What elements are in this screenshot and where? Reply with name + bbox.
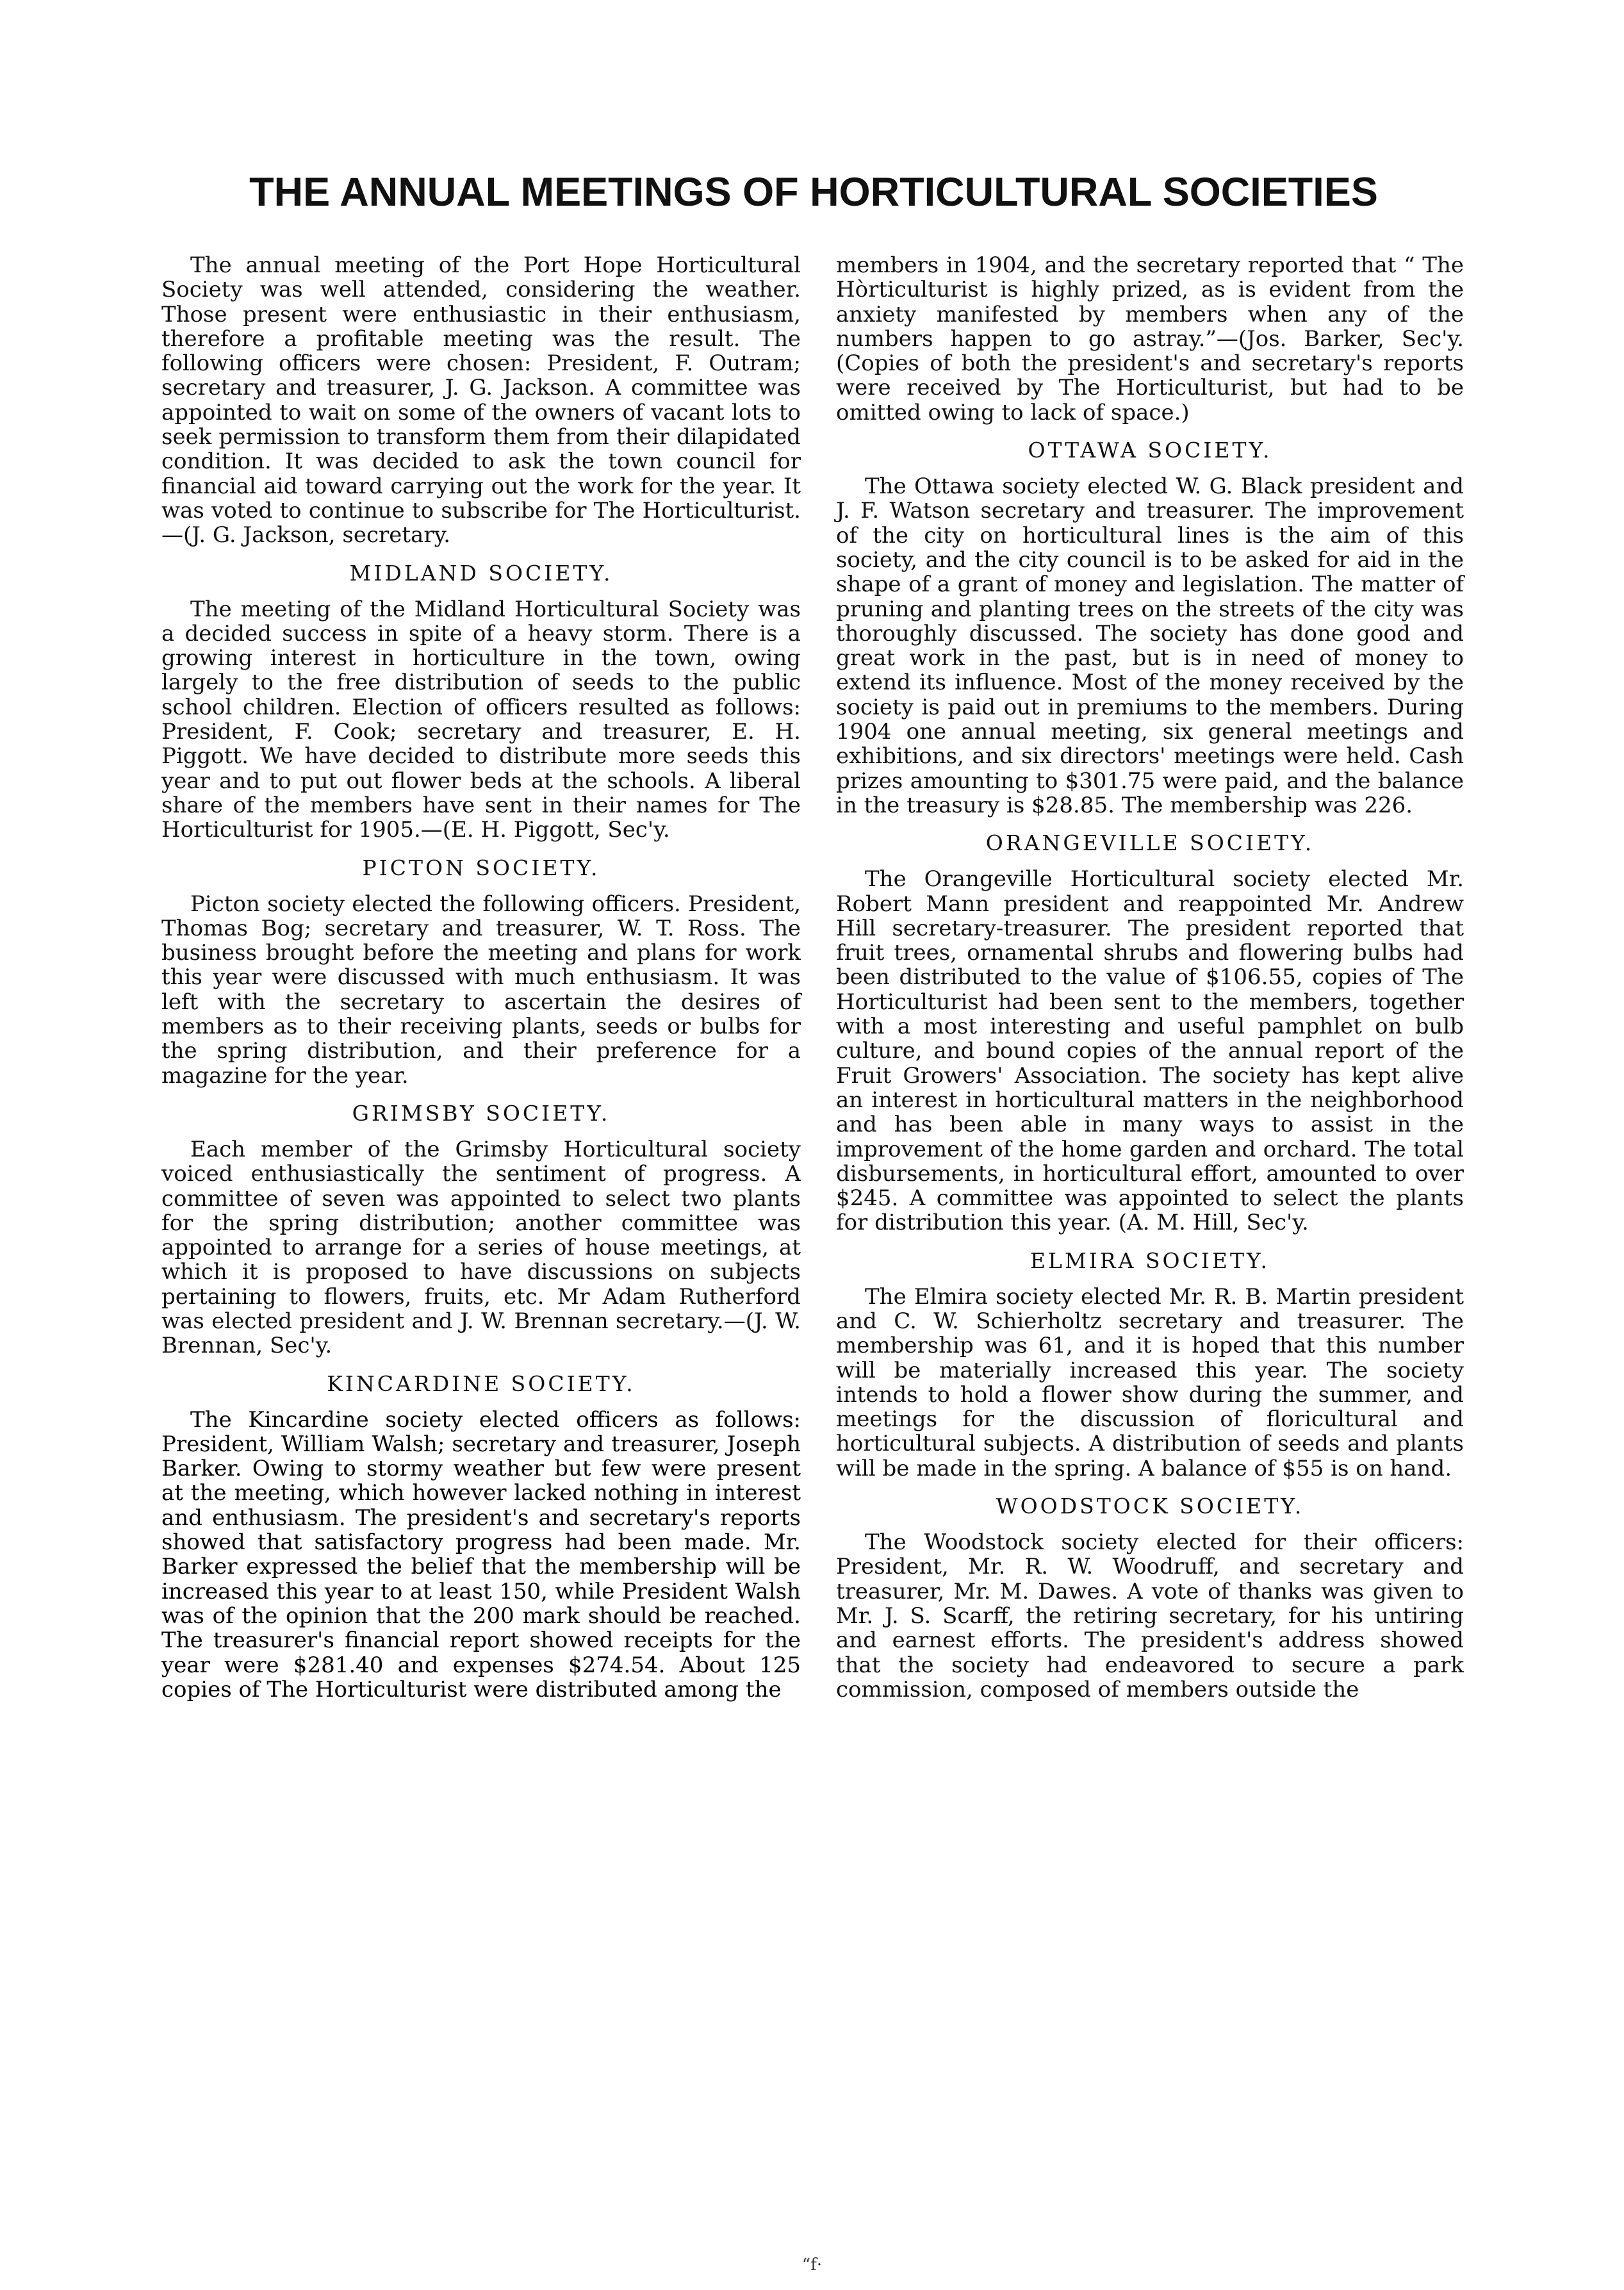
woodstock-heading: WOODSTOCK SOCIETY. xyxy=(996,1494,1304,1519)
midland-heading: MIDLAND SOCIETY. xyxy=(349,560,613,586)
picton-heading: PICTON SOCIETY. xyxy=(362,855,600,880)
kincardine-continuation-paragraph: members in 1904, and the secretary reported that “ The Hòrticulturist is highly prized, as is evident from the anxiety manifested by members when any of the numbers happen to go astray.”—(Jos. Barker, Sec'y. (Copies of both the president's and secretary's reports were received by The Horticulturist, but had to be omitted owing to lack of space.) xyxy=(836,252,1464,425)
elmira-heading: ELMIRA SOCIETY. xyxy=(1029,1248,1270,1273)
grimsby-heading: GRIMSBY SOCIETY. xyxy=(352,1100,611,1126)
kincardine-paragraph: The Kincardine society elected officers as follows: President, William Walsh; secretary and treasurer, Joseph Barker. Owing to stormy weather but few were present at the meeting, which however lacked nothing in interest and enthusiasm. The president's and secretary's reports showed that satisfactory progress had been made. Mr. Barker expressed the belief that the membership will be increased this year to at least 150, while President Walsh was of the opinion that the 200 mark should be reached. The treasurer's financial report showed receipts for the year were $281.40 and expenses $274.54. About 125 copies of The Horticulturist were distributed among the xyxy=(161,1406,801,1702)
right-column xyxy=(836,253,1464,1702)
picton-paragraph: Picton society elected the following officers. President, Thomas Bog; secretary and treasurer, W. T. Ross. The business brought before the meeting and plans for work this year were discussed with much enthusiasm. It was left with the secretary to ascertain the desires of members as to their receiving plants, seeds or bulbs for the spring distribution, and their preference for a magazine for the year. xyxy=(161,891,801,1089)
grimsby-paragraph: Each member of the Grimsby Horticultural society voiced enthusiastically the sentiment of progress. A committee of seven was appointed to select two plants for the spring distribution; another committee was appointed to arrange for a series of house meetings, at which it is proposed to have discussions on subjects pertaining to flowers, fruits, etc. Mr Adam Rutherford was elected president and J. W. Brennan secretary.—(J. W. Brennan, Sec'y. xyxy=(161,1136,801,1359)
ottawa-paragraph: The Ottawa society elected W. G. Black president and J. F. Watson secretary and treasurer. The improvement of the city on horticultural lines is the aim of this society, and the city council is to be asked for aid in the shape of a grant of money and legislation. The matter of pruning and planting trees on the streets of the city was thoroughly discussed. The society has done good and great work in the past, but is in need of money to extend its influence. Most of the money received by the society is paid out in premiums to the members. During 1904 one annual meeting, six general meetings and exhibitions, and six directors' meetings were held. Cash prizes amounting to $301.75 were paid, and the balance in the treasury is $28.85. The membership was 226. xyxy=(836,474,1464,818)
elmira-paragraph: The Elmira society elected Mr. R. B. Martin president and C. W. Schierholtz secretary and treasurer. The membership was 61, and it is hoped that this number will be materially increased this year. The society intends to hold a flower show during the summer, and meetings for the discussion of floricultural and horticultural subjects. A distribution of seeds and plants will be made in the spring. A balance of $55 is on hand. xyxy=(836,1283,1464,1481)
ottawa-heading: OTTAWA SOCIETY. xyxy=(1028,438,1272,463)
page-number: “f· xyxy=(801,2255,823,2275)
orangeville-paragraph: The Orangeville Horticultural society elected Mr. Robert Mann president and reappointed Mr. Andrew Hill secretary-treasurer. The president reported that fruit trees, ornamental shrubs and flowering bulbs had been distributed to the value of $106.55, copies of The Horticulturist had been sent to the members, together with a most interesting and useful pamphlet on bulb culture, and bound copies of the annual report of the Fruit Growers' Association. The society has kept alive an interest in horticultural matters in the neighborhood and has been able in many ways to assist in the improvement of the home garden and orchard. The total disbursements, in horticultural effort, amounted to over $245. A committee was appointed to select the plants for distribution this year. (A. M. Hill, Sec'y. xyxy=(836,866,1464,1236)
orangeville-heading: ORANGEVILLE SOCIETY. xyxy=(985,830,1315,856)
midland-paragraph: The meeting of the Midland Horticultural Society was a decided success in spite of a heavy storm. There is a growing interest in horticulture in the town, owing largely to the free distribution of seeds to the public school children. Election of officers resulted as follows: President, F. Cook; secretary and treasurer, E. H. Piggott. We have decided to distribute more seeds this year and to put out flower beds at the schools. A liberal share of the members have sent in their names for The Horticulturist for 1905.—(E. H. Piggott, Sec'y. xyxy=(161,596,801,843)
port-hope-paragraph: The annual meeting of the Port Hope Horticultural Society was well attended, considering the weather. Those present were enthusiastic in their enthusiasm, therefore a profitable meeting was the result. The following officers were chosen: President, F. Outram; secretary and treasurer, J. G. Jackson. A committee was appointed to wait on some of the owners of vacant lots to seek permission to transform them from their dilapidated condition. It was decided to ask the town council for financial aid toward carrying out the work for the year. It was voted to continue to subscribe for The Horticulturist.—(J. G. Jackson, secretary. xyxy=(161,252,801,548)
kincardine-heading: KINCARDINE SOCIETY. xyxy=(327,1371,636,1396)
page-title: THE ANNUAL MEETINGS OF HORTICULTURAL SOCIETIES xyxy=(249,170,1378,215)
woodstock-paragraph: The Woodstock society elected for their officers: President, Mr. R. W. Woodruff, and secretary and treasurer, Mr. M. Dawes. A vote of thanks was given to Mr. J. S. Scarff, the retiring secretary, for his untiring and earnest efforts. The president's address showed that the society had endeavored to secure a park commission, composed of members outside the xyxy=(836,1529,1464,1702)
left-column xyxy=(161,253,801,1702)
